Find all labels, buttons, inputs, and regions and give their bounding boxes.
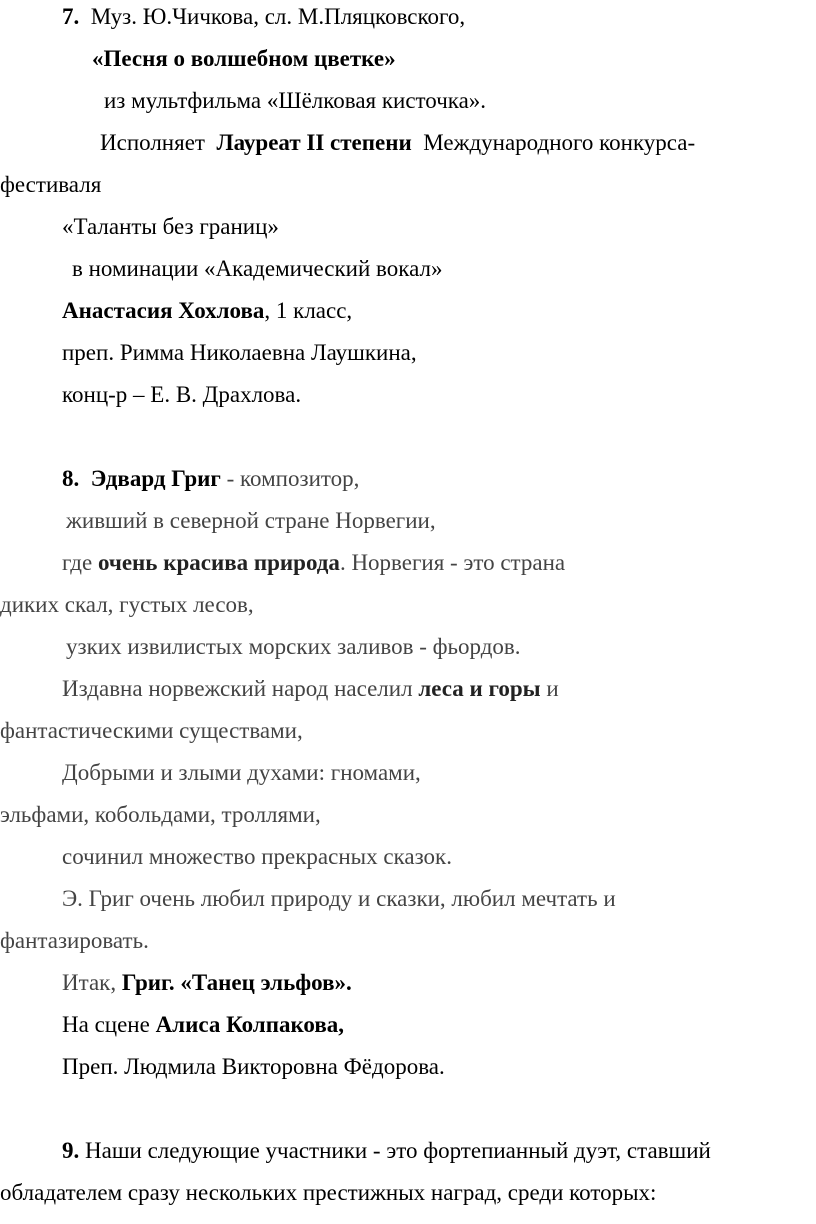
item-7-number: 7.	[62, 4, 80, 29]
performer-line	[62, 296, 352, 326]
item-8-line-13: Итак, Григ. «Танец эльфов».	[62, 970, 352, 995]
item-8-line-9: эльфами, кобольдами, троллями,	[0, 802, 321, 827]
item-8-line-8: Добрыми и злыми духами: гномами,	[62, 760, 421, 785]
performer-name-2: Алиса Колпакова,	[155, 1012, 344, 1037]
item-8-header	[62, 464, 359, 494]
item-8-line-12: фантазировать.	[0, 928, 149, 953]
item-7-header	[62, 2, 465, 32]
contest-suffix: Международного конкурса-	[423, 130, 696, 155]
item-8-number: 8.	[62, 466, 80, 491]
contest-name: «Таланты без границ»	[62, 214, 279, 239]
item-9-line-2: обладателем сразу нескольких престижных наград, среди которых:	[0, 1180, 657, 1205]
item-9-line-1: 9. Наши следующие участники - это фортепианный дуэт, ставший	[62, 1138, 711, 1163]
item-8-line-5: узких извилистых морских заливов - фьордов.	[66, 634, 521, 659]
item-8-teacher: Преп. Людмила Викторовна Фёдорова.	[62, 1054, 445, 1079]
laureate-title: Лауреат II степени	[216, 130, 412, 155]
item-9-number: 9.	[62, 1138, 80, 1163]
item-7-song-title: «Песня о волшебном цветке»	[92, 46, 396, 71]
performer-class: , 1 класс,	[264, 298, 353, 323]
piece-title: Григ. «Танец эльфов».	[121, 970, 352, 995]
item-8-line-3: где очень красива природа. Норвегия - это страна	[62, 550, 566, 575]
item-8-line-14: На сцене Алиса Колпакова,	[62, 1012, 344, 1037]
composer-name: Эдвард Григ	[90, 466, 221, 491]
item-8-line-2: живший в северной стране Норвегии,	[66, 508, 436, 533]
accompanist: конц-р – Е. В. Драхлова.	[62, 382, 302, 407]
item-7-source: из мультфильма «Шёлковая кисточка».	[104, 88, 487, 113]
item-7-performs-line	[100, 128, 695, 158]
item-8-line-7: фантастическими существами,	[0, 718, 303, 743]
item-8-line-6: Издавна норвежский народ населил леса и горы и	[62, 676, 559, 701]
performs-prefix: Исполняет	[100, 130, 205, 155]
item-8-line-10: сочинил множество прекрасных сказок.	[62, 844, 452, 869]
teacher: преп. Римма Николаевна Лаушкина,	[62, 340, 417, 365]
festival-word: фестиваля	[0, 172, 102, 197]
composer-suffix: - композитор,	[220, 466, 360, 491]
performer-name: Анастасия Хохлова	[62, 298, 265, 323]
item-8-line-11: Э. Григ очень любил природу и сказки, любил мечтать и	[62, 886, 616, 911]
item-8-line-4: диких скал, густых лесов,	[0, 592, 254, 617]
item-7-authors: Муз. Ю.Чичкова, сл. М.Пляцковского,	[90, 4, 466, 29]
nomination: в номинации «Академический вокал»	[72, 256, 443, 281]
